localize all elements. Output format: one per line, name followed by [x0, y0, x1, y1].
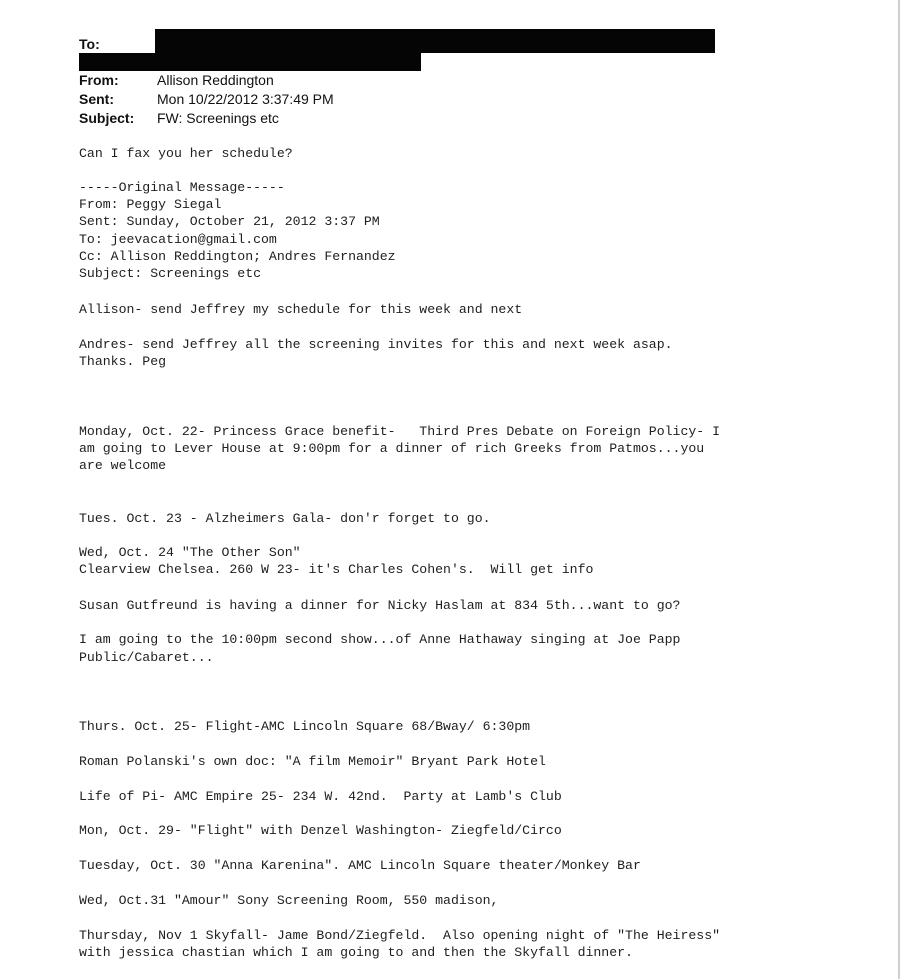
paragraph-hathaway-line2: Public/Cabaret... [79, 650, 214, 665]
schedule-skyfall-line1: Thursday, Nov 1 Skyfall- Jame Bond/Ziegfeld. Also opening night of "The Heiress" [79, 928, 721, 943]
schedule-wednesday-line1: Wed, Oct. 24 "The Other Son" [79, 545, 301, 560]
schedule-monday-line3: are welcome [79, 458, 167, 473]
schedule-monday-line2: am going to Lever House at 9:00pm for a dinner of rich Greeks from Patmos...you [79, 441, 705, 456]
paragraph-andres-line2: Thanks. Peg [79, 354, 167, 369]
subject-row [79, 109, 279, 127]
intro-line: Can I fax you her schedule? [79, 146, 293, 161]
schedule-life-of-pi: Life of Pi- AMC Empire 25- 234 W. 42nd. Party at Lamb's Club [79, 789, 562, 804]
original-from: From: Peggy Siegal [79, 197, 222, 212]
schedule-thursday: Thurs. Oct. 25- Flight-AMC Lincoln Square 68/Bway/ 6:30pm [79, 719, 531, 734]
schedule-flight: Mon, Oct. 29- "Flight" with Denzel Washington- Ziegfeld/Circo [79, 823, 562, 838]
from-value: Allison Reddington [157, 72, 274, 88]
schedule-wednesday-line2: Clearview Chelsea. 260 W 23- it's Charles Cohen's. Will get info [79, 562, 594, 577]
original-divider: -----Original Message----- [79, 180, 285, 195]
original-subject: Subject: Screenings etc [79, 266, 262, 281]
original-cc: Cc: Allison Reddington; Andres Fernandez [79, 249, 396, 264]
original-to: To: jeevacation@gmail.com [79, 232, 277, 247]
sent-label: Sent: [79, 91, 114, 107]
schedule-tuesday: Tues. Oct. 23 - Alzheimers Gala- don'r forget to go. [79, 511, 491, 526]
to-row [79, 35, 157, 53]
sent-row [79, 90, 334, 108]
schedule-skyfall-line2: with jessica chastian which I am going to and then the Skyfall dinner. [79, 945, 633, 960]
schedule-polanski: Roman Polanski's own doc: "A film Memoir" Bryant Park Hotel [79, 754, 546, 769]
paragraph-hathaway-line1: I am going to the 10:00pm second show...of Anne Hathaway singing at Joe Papp [79, 632, 681, 647]
schedule-monday-line1: Monday, Oct. 22- Princess Grace benefit- Third Pres Debate on Foreign Policy- I [79, 424, 721, 439]
original-sent: Sent: Sunday, October 21, 2012 3:37 PM [79, 214, 380, 229]
paragraph-andres-line1: Andres- send Jeffrey all the screening invites for this and next week asap. [79, 337, 673, 352]
subject-label: Subject: [79, 110, 135, 126]
subject-value: FW: Screenings etc [157, 110, 279, 126]
paragraph-allison: Allison- send Jeffrey my schedule for this week and next [79, 302, 523, 317]
schedule-anna-karenina: Tuesday, Oct. 30 "Anna Karenina". AMC Lincoln Square theater/Monkey Bar [79, 858, 641, 873]
schedule-amour: Wed, Oct.31 "Amour" Sony Screening Room, 550 madison, [79, 893, 499, 908]
to-label: To: [79, 36, 100, 52]
redaction-bar-to [155, 29, 715, 53]
paragraph-gutfreund: Susan Gutfreund is having a dinner for Nicky Haslam at 834 5th...want to go? [79, 598, 681, 613]
sent-value: Mon 10/22/2012 3:37:49 PM [157, 91, 334, 107]
from-label: From: [79, 72, 119, 88]
redaction-bar-to-continued [79, 53, 421, 71]
from-row [79, 71, 274, 89]
